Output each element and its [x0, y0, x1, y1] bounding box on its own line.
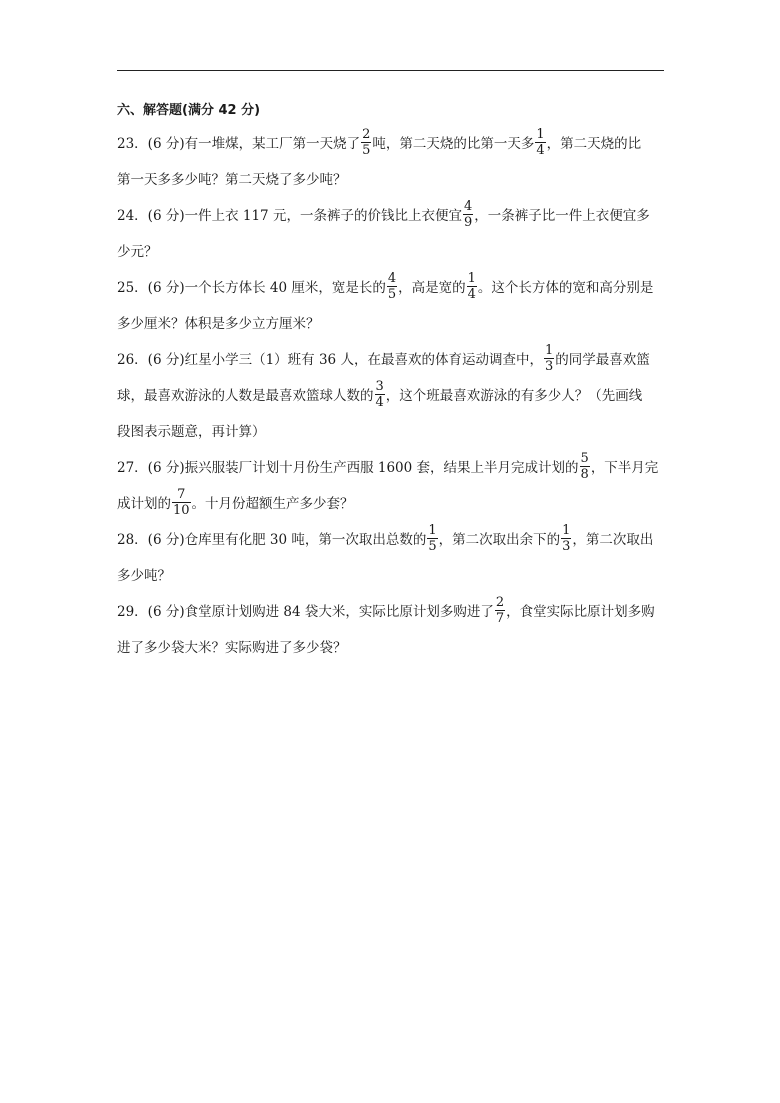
- fraction-denominator: 8: [580, 467, 589, 482]
- question-text: 段图表示题意，再计算）: [117, 424, 266, 440]
- question-text: 多少厘米？体积是多少立方厘米？: [117, 316, 320, 332]
- question-line: [117, 594, 665, 630]
- question-line: [117, 522, 665, 558]
- fraction-numerator: 5: [580, 451, 589, 466]
- question-text: ，一条裤子比一件上衣便宜多: [474, 208, 650, 224]
- question-text: ，高是宽的: [398, 280, 466, 296]
- fraction-numerator: 1: [544, 343, 554, 358]
- fraction-denominator: 5: [362, 143, 371, 158]
- fraction-numerator: 7: [172, 487, 191, 503]
- fraction: [467, 271, 477, 302]
- question-text: 成计划的: [117, 496, 171, 512]
- question-text: 26．(6 分)红星小学三（1）班有 36 人，在最喜欢的体育运动调查中，: [117, 352, 543, 368]
- question-text: 第一天多多少吨？第二天烧了多少吨？: [117, 172, 347, 188]
- question-text: 进了多少袋大米？实际购进了多少袋？: [117, 640, 347, 656]
- fraction-denominator: 4: [467, 287, 476, 302]
- question-q27: [117, 450, 665, 522]
- question-line: [117, 306, 665, 342]
- fraction-denominator: 4: [536, 143, 545, 158]
- fraction-numerator: 1: [467, 271, 476, 286]
- fraction-numerator: 4: [463, 199, 473, 214]
- question-line: [117, 234, 665, 270]
- fraction-denominator: 5: [428, 539, 437, 554]
- question-text: 29．(6 分)食堂原计划购进 84 袋大米，实际比原计划多购进了: [117, 604, 494, 620]
- fraction-denominator: 9: [463, 215, 473, 230]
- question-q26: [117, 342, 665, 450]
- question-list: [117, 126, 665, 666]
- fraction-denominator: 7: [495, 611, 505, 626]
- question-line: [117, 630, 665, 666]
- fraction-denominator: 3: [544, 359, 554, 374]
- fraction: [172, 487, 191, 518]
- question-line: [117, 486, 665, 522]
- question-text: 的同学最喜欢篮: [555, 352, 650, 368]
- question-text: 少元？: [117, 244, 158, 260]
- question-text: 23．(6 分)有一堆煤，某工厂第一天烧了: [117, 136, 361, 152]
- question-line: [117, 414, 665, 450]
- question-line: [117, 342, 665, 378]
- fraction-denominator: 5: [387, 287, 397, 302]
- question-line: [117, 126, 665, 162]
- question-text: 。这个长方体的宽和高分别是: [477, 280, 654, 296]
- question-text: ，食堂实际比原计划多购: [506, 604, 655, 620]
- page-content: [117, 96, 665, 666]
- question-text: ，这个班最喜欢游泳的有多少人？（先画线: [385, 388, 643, 404]
- question-text: ，下半月完: [590, 460, 659, 476]
- question-text: 24．(6 分)一件上衣 117 元，一条裤子的价钱比上衣便宜: [117, 208, 462, 224]
- fraction: [361, 127, 371, 158]
- question-text: ，第二次取出余下的: [438, 532, 561, 548]
- fraction: [495, 595, 505, 626]
- fraction-numerator: 4: [387, 271, 397, 286]
- question-text: 28．(6 分)仓库里有化肥 30 吨，第一次取出总数的: [117, 532, 427, 548]
- fraction: [387, 271, 397, 302]
- fraction: [580, 451, 590, 482]
- fraction: [544, 343, 554, 374]
- fraction: [463, 199, 473, 230]
- question-line: [117, 162, 665, 198]
- fraction-numerator: 3: [375, 379, 384, 394]
- question-q28: [117, 522, 665, 594]
- question-text: 27．(6 分)振兴服装厂计划十月份生产西服 1600 套，结果上半月完成计划的: [117, 460, 579, 476]
- fraction-denominator: 10: [173, 503, 190, 518]
- fraction-numerator: 1: [536, 127, 545, 142]
- question-text: ，第二次取出: [572, 532, 654, 548]
- fraction-numerator: 1: [428, 523, 437, 538]
- fraction: [561, 523, 571, 554]
- fraction-numerator: 2: [362, 127, 371, 142]
- question-text: 球，最喜欢游泳的人数是最喜欢篮球人数的: [117, 388, 374, 404]
- question-text: 25．(6 分)一个长方体长 40 厘米，宽是长的: [117, 280, 386, 296]
- fraction: [535, 127, 545, 158]
- question-text: 多少吨？: [117, 568, 171, 584]
- question-line: [117, 198, 665, 234]
- question-line: [117, 450, 665, 486]
- question-text: 吨，第二天烧的比第一天多: [372, 136, 535, 152]
- section-title: 六、解答题(满分 42 分): [117, 103, 261, 118]
- question-line: [117, 558, 665, 594]
- question-q24: [117, 198, 665, 270]
- question-line: [117, 270, 665, 306]
- question-q25: [117, 270, 665, 342]
- fraction: [427, 523, 437, 554]
- header-rule: [117, 70, 664, 71]
- question-line: [117, 378, 665, 414]
- fraction-denominator: 3: [562, 539, 571, 554]
- fraction-numerator: 1: [562, 523, 571, 538]
- question-text: 。十月份超额生产多少套？: [191, 496, 354, 512]
- fraction-numerator: 2: [495, 595, 505, 610]
- fraction: [375, 379, 385, 410]
- question-text: ，第二天烧的比: [546, 136, 642, 152]
- question-q29: [117, 594, 665, 666]
- fraction-denominator: 4: [375, 395, 384, 410]
- question-q23: [117, 126, 665, 198]
